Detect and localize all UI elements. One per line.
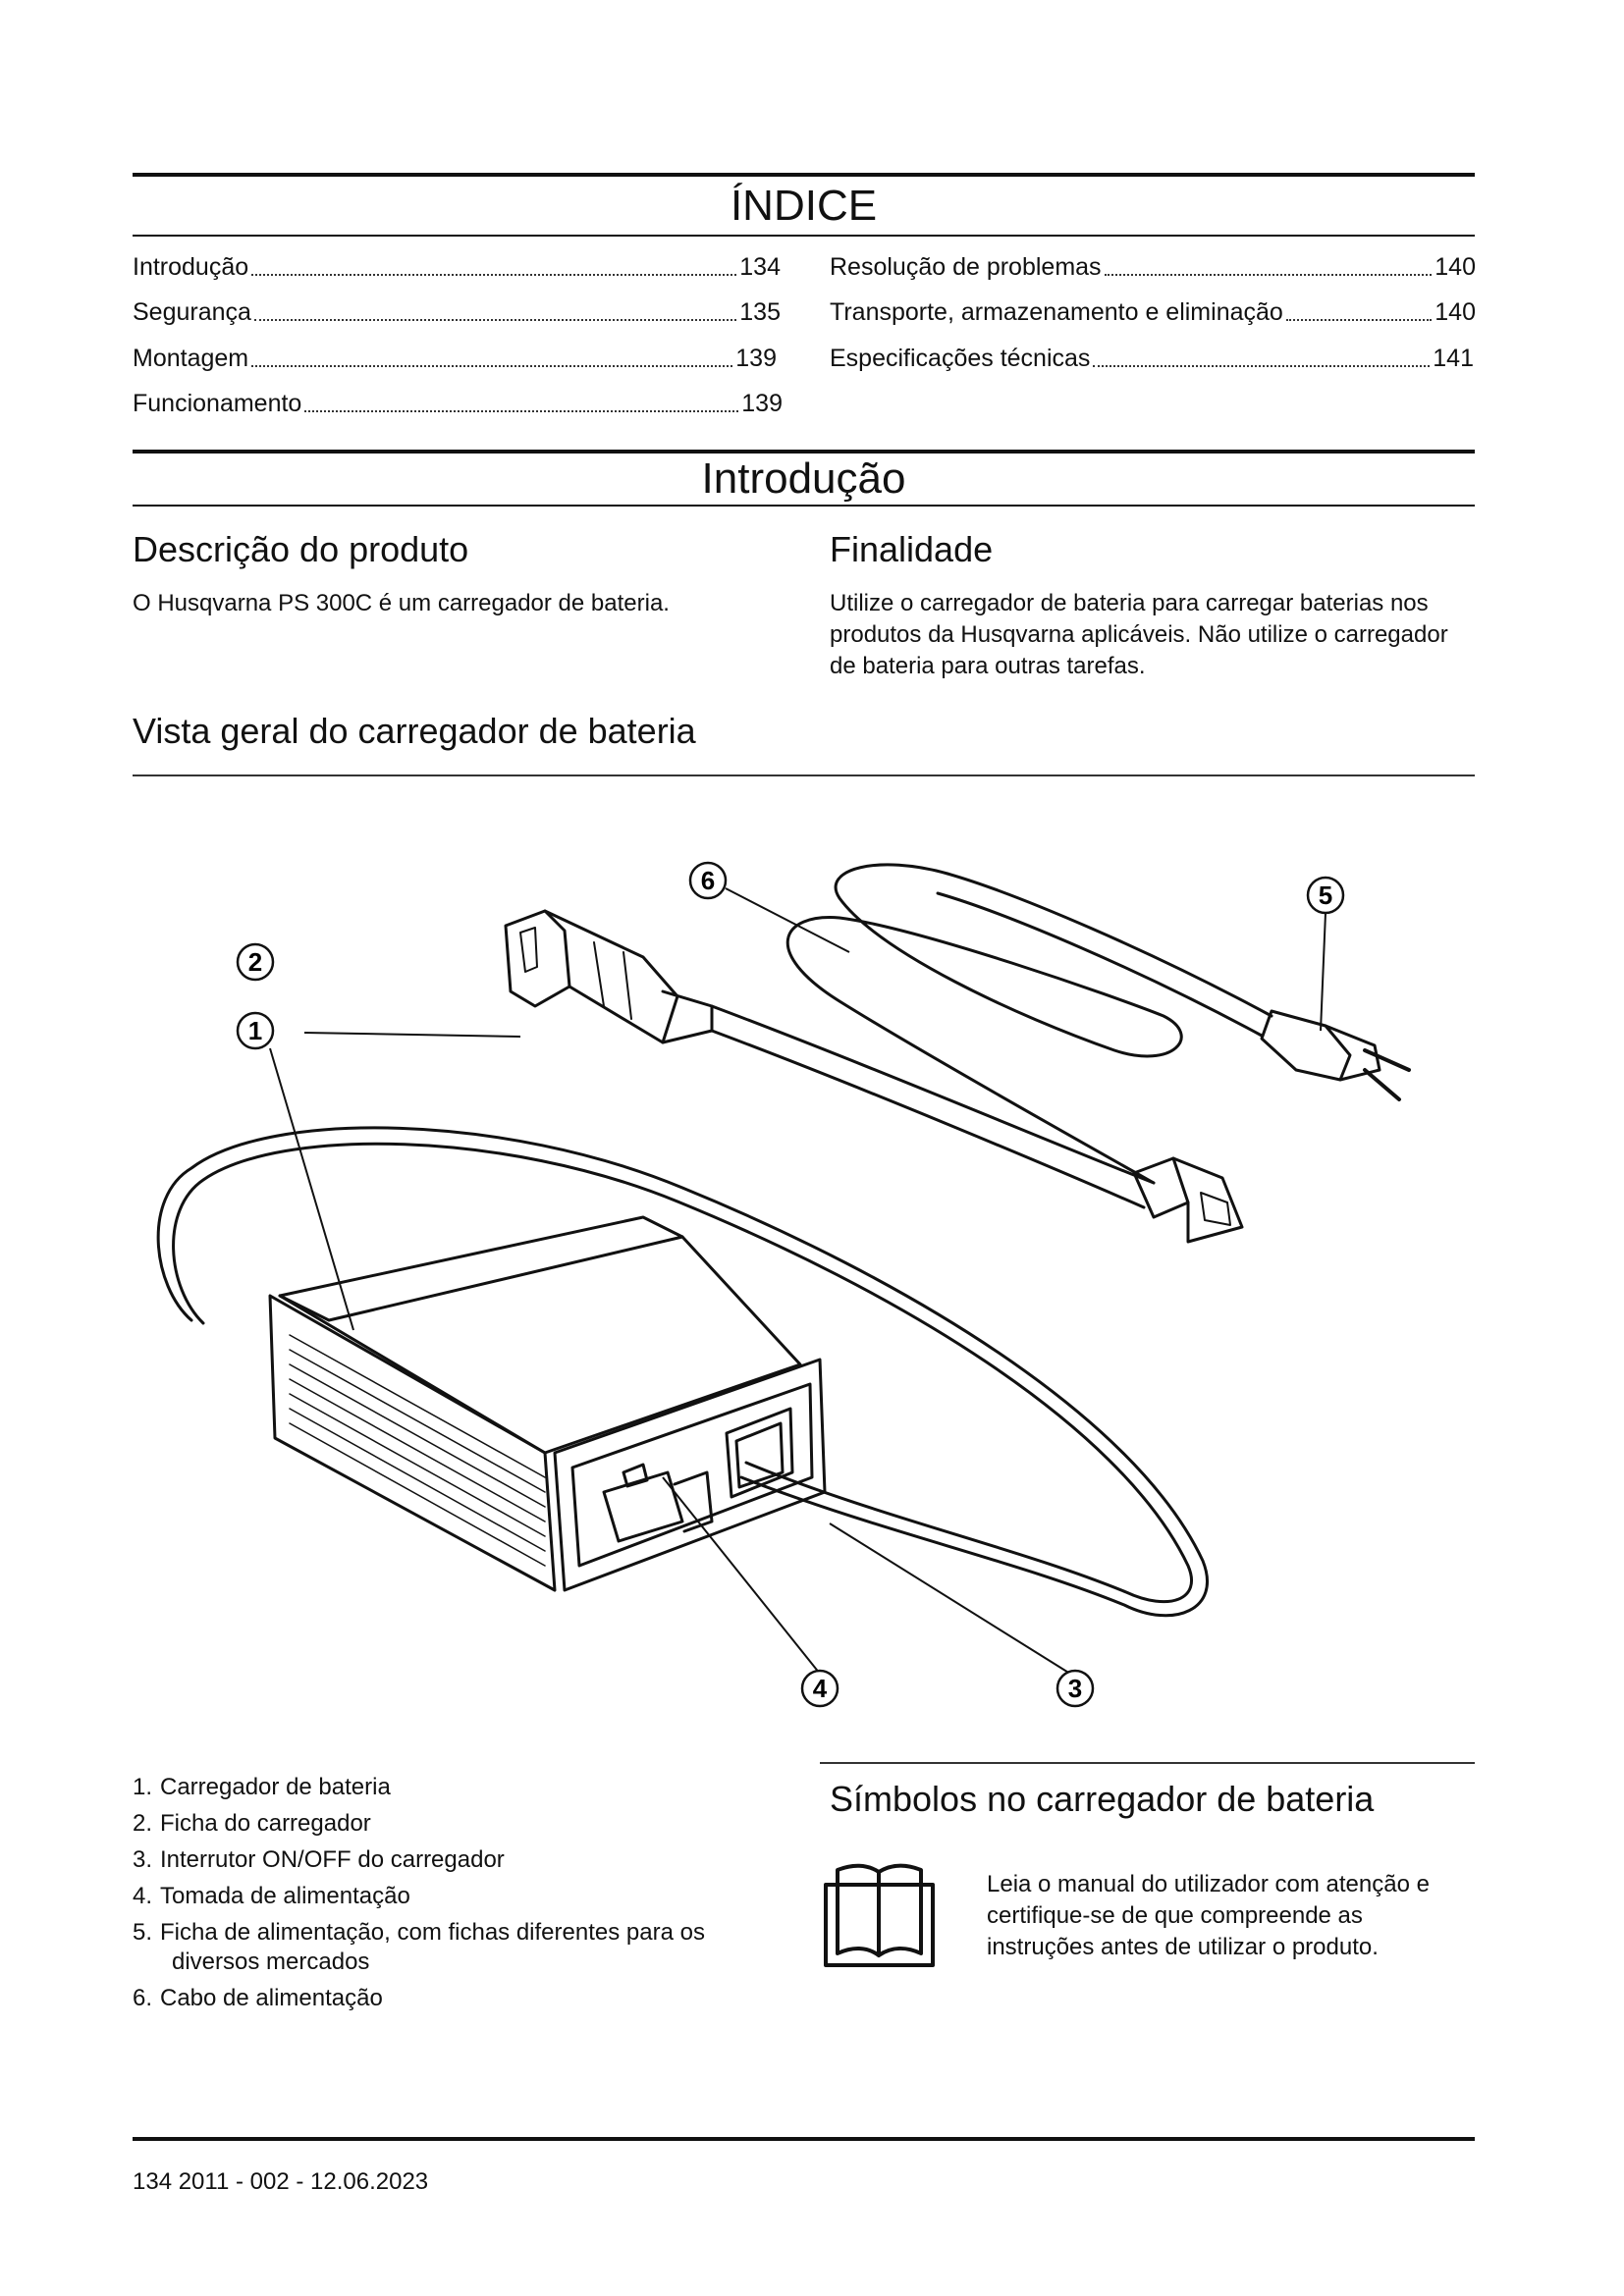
- leader-5: [1321, 913, 1326, 1031]
- list-item: 6. Cabo de alimentação: [133, 1985, 383, 2011]
- list-item: 2. Ficha do carregador: [133, 1810, 371, 1837]
- product-description-heading: Descrição do produto: [133, 529, 469, 569]
- iec-connector: [1134, 1158, 1242, 1242]
- footer-text: 134 2011 - 002 - 12.06.2023: [133, 2168, 429, 2195]
- toc-label: Transporte, armazenamento e eliminação: [830, 298, 1283, 326]
- callout-1: [238, 1013, 273, 1048]
- book-icon: [823, 1860, 936, 1968]
- intro-title-rule: [133, 505, 1475, 507]
- svg-text:3: 3: [1067, 1674, 1083, 1703]
- cable-loop-inner: [174, 1144, 1192, 1601]
- svg-text:6: 6: [700, 866, 716, 895]
- toc-page: 135: [739, 298, 781, 326]
- toc-entry[interactable]: [133, 345, 777, 373]
- charger-body: [270, 1217, 825, 1590]
- symbols-heading: Símbolos no carregador de bateria: [830, 1779, 1375, 1819]
- manual-symbol-text: Leia o manual do utilizador com atenção e certifique-se de que compreende as instruções antes de utilizar o produto.: [987, 1871, 1430, 1960]
- toc-entry[interactable]: [133, 298, 781, 327]
- leader-4: [663, 1477, 820, 1674]
- callout-6: [690, 863, 726, 898]
- toc-entry[interactable]: [830, 345, 1474, 373]
- charger-illustration: [133, 785, 1475, 1728]
- svg-text:1: 1: [247, 1016, 263, 1045]
- intro-top-rule: [133, 450, 1475, 454]
- toc-page: 139: [741, 390, 783, 417]
- toc-page: 139: [735, 345, 777, 372]
- index-top-rule: [133, 173, 1475, 177]
- callout-4: [802, 1671, 838, 1706]
- footer-rule: [133, 2137, 1475, 2141]
- list-item: 1. Carregador de bateria: [133, 1774, 391, 1800]
- callout-2: [238, 944, 273, 980]
- symbols-rule: [820, 1762, 1475, 1764]
- toc-label: Funcionamento: [133, 390, 302, 417]
- toc-page: 134: [739, 253, 781, 281]
- index-title-rule: [133, 235, 1475, 237]
- svg-text:4: 4: [812, 1674, 828, 1703]
- intro-title: Introdução: [701, 454, 906, 503]
- list-item: 3. Interrutor ON/OFF do carregador: [133, 1846, 505, 1873]
- toc-page: 140: [1435, 253, 1476, 281]
- callout-3: [1057, 1671, 1093, 1706]
- list-item: 4. Tomada de alimentação: [133, 1883, 410, 1909]
- toc-entry[interactable]: [830, 253, 1476, 282]
- callout-5: [1308, 878, 1343, 913]
- svg-text:2: 2: [247, 947, 263, 977]
- svg-text:5: 5: [1318, 881, 1333, 910]
- toc-label: Resolução de problemas: [830, 253, 1102, 281]
- toc-page: 140: [1435, 298, 1476, 326]
- overview-rule: [133, 774, 1475, 776]
- toc-entry[interactable]: [830, 298, 1476, 327]
- toc-label: Montagem: [133, 345, 249, 372]
- leader-2: [304, 1033, 520, 1037]
- charger-plug: [506, 911, 1154, 1207]
- purpose-text: Utilize o carregador de bateria para carregar baterias nos produtos da Husqvarna aplicáveis. Não utilize o carregador de bateria para outras tarefas.: [830, 590, 1448, 679]
- coiled-cable: [787, 865, 1181, 1183]
- toc-label: Especificações técnicas: [830, 345, 1091, 372]
- toc-label: Segurança: [133, 298, 251, 326]
- mains-plug: [1262, 1011, 1409, 1099]
- components-list: [133, 1773, 781, 2020]
- index-title: ÍNDICE: [730, 182, 878, 230]
- toc-entry[interactable]: [133, 253, 781, 282]
- list-item: 5. Ficha de alimentação, com fichas diferentes para os diversos mercados: [133, 1919, 705, 1975]
- purpose-heading: Finalidade: [830, 529, 994, 569]
- overview-heading: Vista geral do carregador de bateria: [133, 711, 696, 751]
- product-description-text: O Husqvarna PS 300C é um carregador de bateria.: [133, 590, 670, 616]
- toc-entry[interactable]: [133, 390, 783, 418]
- toc-page: 141: [1433, 345, 1474, 372]
- toc-label: Introdução: [133, 253, 249, 281]
